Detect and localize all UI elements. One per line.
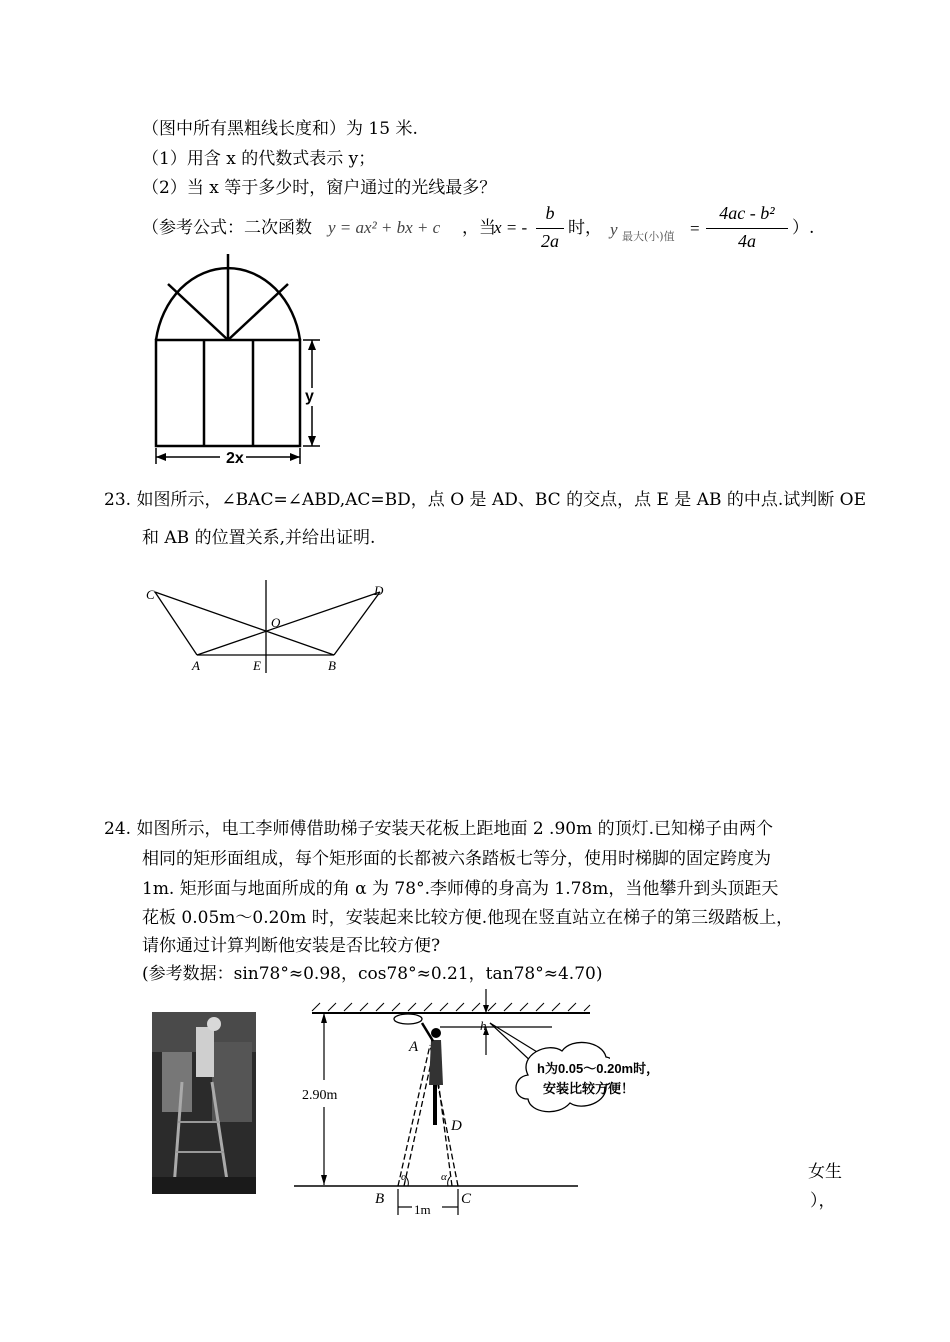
triangle-figure — [140, 575, 400, 675]
triangle-label-A: A — [192, 658, 200, 673]
ladder-label-A: A — [409, 1039, 419, 1055]
window-label-2x: 2x — [226, 450, 244, 467]
frac1-bar — [536, 228, 564, 229]
ladder-figure — [290, 985, 610, 1225]
q23-line1: 23. 如图所示，∠BAC=∠ABD,AC=BD，点 O 是 AD、BC 的交点，点 E 是 AB 的中点.试判断 OE — [104, 490, 867, 510]
window-label-y: y — [305, 388, 314, 405]
frac1-denominator: 2a — [541, 231, 559, 251]
ref-x: x = - — [494, 218, 528, 237]
ref-when: ，当 — [462, 218, 496, 238]
frac2-denominator: 4a — [738, 231, 756, 251]
triangle-label-C: C — [146, 587, 155, 602]
ref-y-subscript: 最大(小)值 — [622, 230, 675, 243]
ref-prefix: （参考公式：二次函数 — [142, 218, 312, 238]
ref-time: 时， — [568, 218, 602, 238]
q24-line2: 相同的矩形面组成，每个矩形面的长都被六条踏板七等分，使用时梯脚的固定跨度为 — [142, 849, 771, 869]
window-figure — [140, 250, 340, 470]
trailing-text-2: ）， — [810, 1191, 836, 1211]
q22-line1: （图中所有黑粗线长度和）为 15 米. — [142, 119, 418, 139]
q23-line2: 和 AB 的位置关系,并给出证明. — [142, 528, 376, 548]
frac2-numerator: 4ac - b² — [719, 203, 775, 223]
ladder-label-D: D — [451, 1118, 462, 1134]
q22-line3: （2）当 x 等于多少时，窗户通过的光线最多？ — [142, 178, 497, 198]
q24-line6: (参考数据：sin78°≈0.98，cos78°≈0.21，tan78°≈4.70) — [142, 964, 603, 984]
ref-suffix: ）. — [792, 218, 815, 238]
q24-line3: 1m. 矩形面与地面所成的角 α 为 78°.李师傅的身高为 1.78m，当他攀升到头顶距天 — [142, 879, 779, 899]
ref-eq: = — [690, 219, 700, 238]
q22-line2: （1）用含 x 的代数式表示 y； — [142, 149, 376, 169]
electrician-photo — [152, 1012, 256, 1194]
triangle-label-E: E — [253, 658, 261, 673]
bubble-line1: h为0.05～0.20m时， — [537, 1061, 660, 1076]
triangle-label-B: B — [328, 658, 336, 673]
ladder-alpha-left: α — [401, 1171, 407, 1183]
frac1-numerator: b — [545, 203, 555, 223]
frac2-bar — [706, 228, 788, 229]
ladder-alpha-right: α — [441, 1171, 447, 1183]
q24-line4: 花板 0.05m～0.20m 时，安装起来比较方便.他现在竖直站立在梯子的第三级踏板上， — [142, 908, 794, 928]
triangle-label-O: O — [271, 615, 281, 630]
ladder-span-label: 1m — [414, 1202, 431, 1217]
ladder-h-label: h — [480, 1018, 487, 1033]
trailing-text-1: 女生 — [808, 1162, 842, 1182]
q24-line1: 24. 如图所示，电工李师傅借助梯子安装天花板上距地面 2 .90m 的顶灯.已知梯子由两个 — [104, 819, 774, 839]
bubble-line2: 安装比较方便！ — [543, 1081, 635, 1096]
ladder-label-C: C — [461, 1191, 472, 1207]
ladder-height-label: 2.90m — [302, 1088, 338, 1103]
ref-y: y — [610, 220, 618, 239]
ladder-label-B: B — [375, 1191, 385, 1207]
q24-line5: 请你通过计算判断他安装是否比较方便? — [142, 936, 441, 956]
photo-content — [152, 1012, 256, 1194]
triangle-label-D: D — [374, 583, 384, 598]
ref-formula: y = ax² + bx + c — [328, 218, 441, 237]
